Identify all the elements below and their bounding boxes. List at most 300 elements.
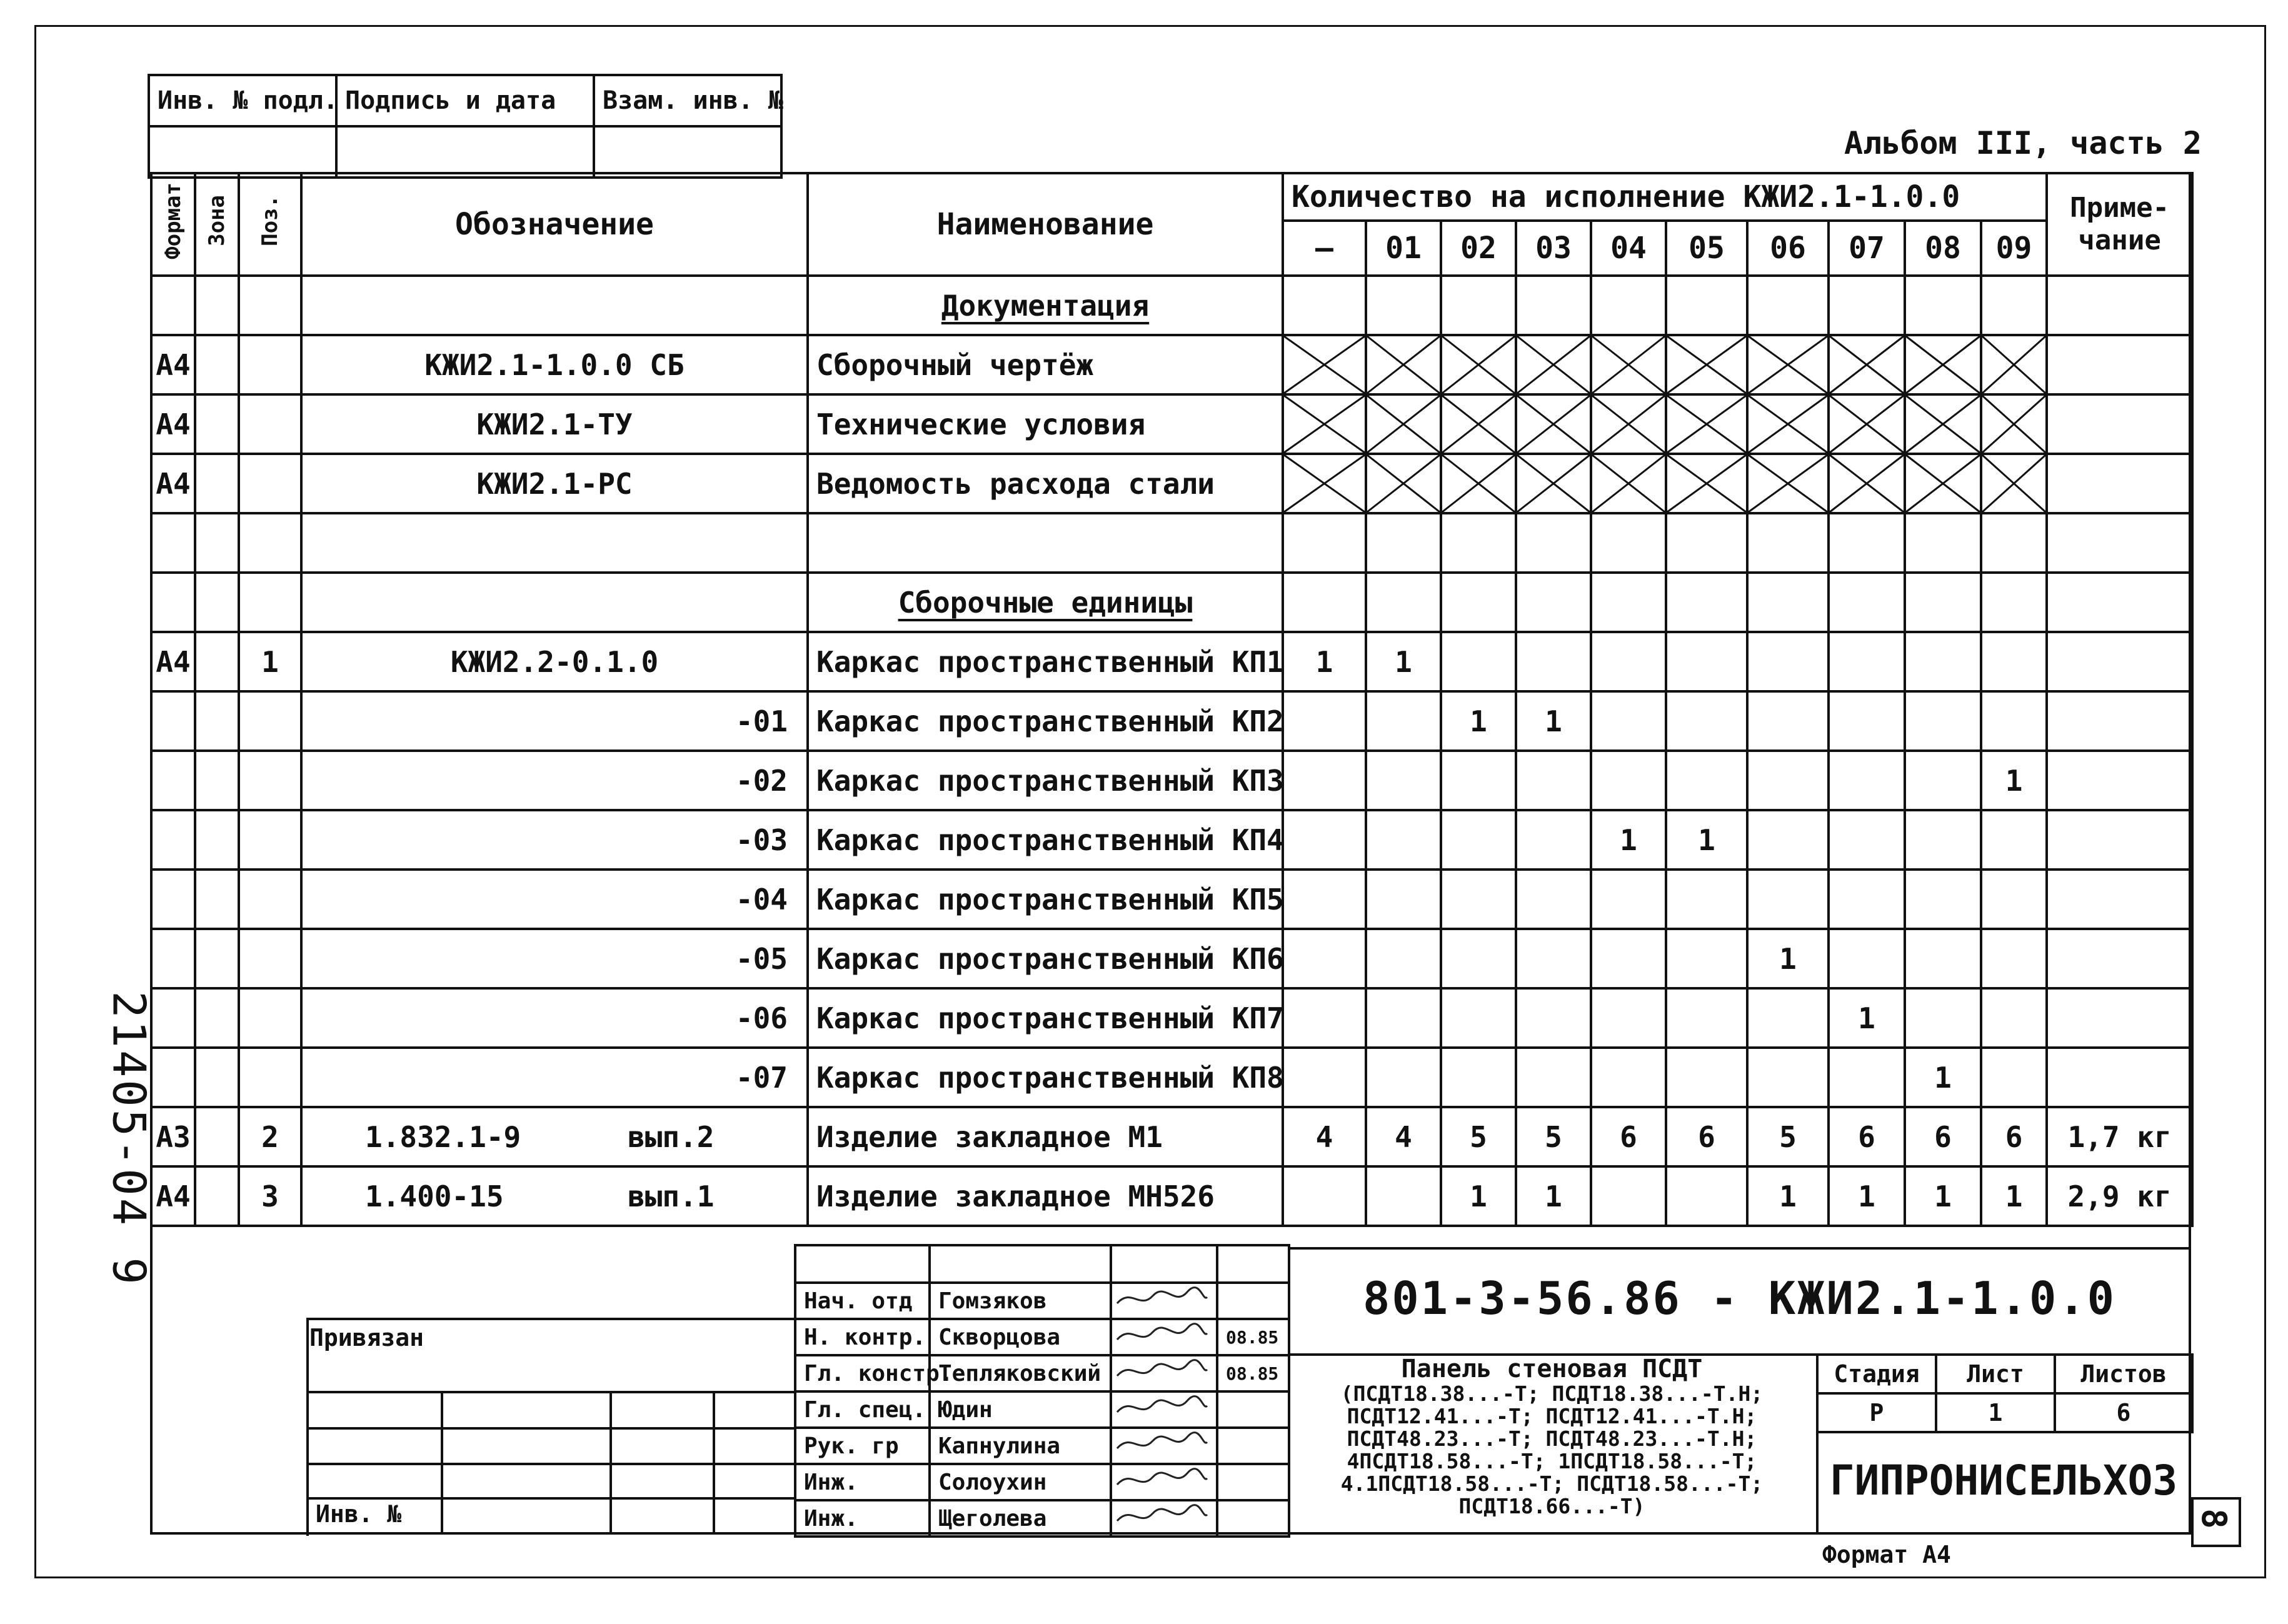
- quantity-cell: [1516, 988, 1591, 1048]
- quantity-cell: [1516, 929, 1591, 988]
- quantity-cell: [1516, 1048, 1591, 1107]
- quantity-cell: [1666, 632, 1747, 691]
- format-label: Формат А4: [1822, 1541, 1951, 1568]
- quantity-cell: [1283, 691, 1366, 751]
- issue-number: вып.2: [628, 1120, 715, 1154]
- quantity-cell: [1829, 810, 1905, 870]
- privyazan-label: Привязан: [309, 1324, 424, 1351]
- cross-mark: [1982, 336, 2045, 393]
- cross-mark: [1906, 336, 1980, 393]
- crossed-cell: [1905, 335, 1981, 394]
- quantity-cell: 6: [1905, 1107, 1981, 1166]
- note-cell: [2047, 810, 2192, 870]
- quantity-cell: [1591, 870, 1666, 929]
- cross-mark: [1830, 455, 1904, 512]
- zone-cell: [195, 751, 239, 810]
- album-label: Альбом III, часть 2: [1844, 125, 2202, 161]
- staff-blank: [795, 1245, 930, 1283]
- empty-cell: [1829, 513, 1905, 573]
- zone-cell: [195, 632, 239, 691]
- quantity-cell: 1: [1905, 1048, 1981, 1107]
- crossed-cell: [1981, 335, 2047, 394]
- empty-cell: [808, 513, 1283, 573]
- quantity-cell: [1666, 988, 1747, 1048]
- staff-role: Инж.: [795, 1464, 930, 1500]
- empty-cell: [239, 276, 301, 335]
- note-cell: [2047, 1048, 2192, 1107]
- crossed-cell: [1516, 394, 1591, 454]
- staff-signature: [1111, 1391, 1217, 1428]
- empty-cell: [1981, 276, 2047, 335]
- quantity-cell: [1666, 691, 1747, 751]
- quantity-cell: [1666, 870, 1747, 929]
- designation-cell: -02: [301, 751, 808, 810]
- empty-cell: [151, 513, 195, 573]
- section-documentation-text: Документация: [941, 288, 1150, 323]
- zone-cell: [195, 1048, 239, 1107]
- empty-cell: [1283, 513, 1366, 573]
- pos-cell: 1: [239, 632, 301, 691]
- header-note: Приме-чание: [2047, 173, 2192, 276]
- quantity-cell: [1441, 929, 1516, 988]
- designation-cell: -04: [301, 870, 808, 929]
- empty-cell: [1591, 276, 1666, 335]
- empty-cell: [301, 276, 808, 335]
- quantity-cell: [1283, 870, 1366, 929]
- note-cell: [2047, 691, 2192, 751]
- header-variant: 03: [1516, 221, 1591, 276]
- staff-signature: [1111, 1319, 1217, 1355]
- empty-cell: [1516, 513, 1591, 573]
- pos-cell: [239, 870, 301, 929]
- zone-cell: [195, 394, 239, 454]
- designation-cell: КЖИ2.1-ТУ: [301, 394, 808, 454]
- stage-label: Стадия: [1817, 1355, 1936, 1393]
- header-zone: Зона: [195, 173, 239, 276]
- format-cell: А4: [151, 632, 195, 691]
- signature-scribble: [1112, 1430, 1212, 1457]
- staff-role: Инж.: [795, 1500, 930, 1536]
- cross-mark: [1367, 455, 1440, 512]
- quantity-cell: [1591, 691, 1666, 751]
- quantity-cell: [1981, 810, 2047, 870]
- signature-date-label: Подпись и дата: [336, 75, 594, 126]
- quantity-cell: [1829, 929, 1905, 988]
- quantity-cell: [1666, 929, 1747, 988]
- quantity-cell: 6: [1666, 1107, 1747, 1166]
- pos-cell: 3: [239, 1166, 301, 1226]
- crossed-cell: [1441, 394, 1516, 454]
- quantity-cell: [1516, 632, 1591, 691]
- note-cell: [2047, 394, 2192, 454]
- designation-cell: КЖИ2.1-РС: [301, 454, 808, 513]
- header-variant: 02: [1441, 221, 1516, 276]
- quantity-cell: 1: [1905, 1166, 1981, 1226]
- name-cell: Каркас пространственный КП8: [808, 1048, 1283, 1107]
- cross-mark: [1982, 455, 2045, 512]
- quantity-cell: [1905, 870, 1981, 929]
- crossed-cell: [1829, 335, 1905, 394]
- header-pos: Поз.: [239, 173, 301, 276]
- cross-mark: [1517, 336, 1590, 393]
- quantity-cell: [1366, 810, 1441, 870]
- zone-cell: [195, 810, 239, 870]
- signature-scribble: [1112, 1321, 1212, 1348]
- quantity-cell: [1747, 810, 1829, 870]
- sheet-title-line: 4ПСДТ18.58...-Т; 1ПСДТ18.58...-Т;: [1347, 1449, 1757, 1473]
- note-cell: [2047, 751, 2192, 810]
- format-cell: А4: [151, 1166, 195, 1226]
- issue-number: вып.1: [628, 1179, 715, 1213]
- designation-cell: -03: [301, 810, 808, 870]
- quantity-cell: 4: [1366, 1107, 1441, 1166]
- pos-cell: [239, 1048, 301, 1107]
- designation-cell: -05: [301, 929, 808, 988]
- quantity-cell: [1366, 1048, 1441, 1107]
- header-quantity: Количество на исполнение КЖИ2.1-1.0.0: [1283, 173, 2047, 221]
- quantity-cell: 5: [1441, 1107, 1516, 1166]
- zone-cell: [195, 988, 239, 1048]
- staff-name: Гомзяков: [930, 1283, 1111, 1319]
- quantity-cell: [1591, 1048, 1666, 1107]
- quantity-cell: [1905, 929, 1981, 988]
- staff-role: Н. контр.: [795, 1319, 930, 1355]
- signature-date-cell: [336, 126, 594, 178]
- cross-mark: [1667, 336, 1746, 393]
- quantity-cell: 1: [1516, 1166, 1591, 1226]
- header-variant: 05: [1666, 221, 1747, 276]
- pos-cell: [239, 751, 301, 810]
- name-cell: Ведомость расхода стали: [808, 454, 1283, 513]
- crossed-cell: [1829, 394, 1905, 454]
- inventory-stamp: [148, 74, 783, 179]
- quantity-cell: 1: [1516, 691, 1591, 751]
- replace-inv-cell: [594, 126, 781, 178]
- cross-mark: [1517, 455, 1590, 512]
- header-variant: 07: [1829, 221, 1905, 276]
- quantity-cell: 1: [1283, 632, 1366, 691]
- quantity-cell: [1981, 632, 2047, 691]
- quantity-cell: 1: [1747, 1166, 1829, 1226]
- empty-cell: [1441, 573, 1516, 632]
- quantity-cell: [1283, 1166, 1366, 1226]
- staff-date: [1217, 1500, 1289, 1536]
- empty-cell: [1366, 276, 1441, 335]
- staff-date: [1217, 1428, 1289, 1464]
- quantity-cell: [1829, 870, 1905, 929]
- cross-mark: [1367, 396, 1440, 453]
- quantity-cell: [1366, 929, 1441, 988]
- staff-role: Рук. гр: [795, 1428, 930, 1464]
- privyazan-grid-lines: [306, 1463, 794, 1465]
- name-cell: Изделие закладное МН526: [808, 1166, 1283, 1226]
- crossed-cell: [1666, 454, 1747, 513]
- quantity-cell: 1: [1366, 632, 1441, 691]
- staff-signature: [1111, 1283, 1217, 1319]
- quantity-cell: [1366, 691, 1441, 751]
- quantity-cell: 1: [1981, 1166, 2047, 1226]
- designation-cell: КЖИ2.2-0.1.0: [301, 632, 808, 691]
- privyazan-grid-lines: [610, 1391, 612, 1533]
- format-cell: [151, 870, 195, 929]
- designation-cell: [301, 1166, 808, 1226]
- empty-cell: [1905, 573, 1981, 632]
- staff-blank: [1111, 1245, 1217, 1283]
- empty-cell: [1666, 276, 1747, 335]
- privyazan-grid-lines: [441, 1391, 443, 1533]
- quantity-cell: [1591, 1166, 1666, 1226]
- quantity-cell: [1981, 870, 2047, 929]
- signature-scribble: [1112, 1466, 1212, 1493]
- empty-cell: [239, 573, 301, 632]
- designation-cell: -06: [301, 988, 808, 1048]
- designation-cell: -01: [301, 691, 808, 751]
- sheets-label: Листов: [2055, 1355, 2192, 1393]
- quantity-cell: [1516, 870, 1591, 929]
- inv-no-label-bottom: Инв. №: [316, 1500, 402, 1528]
- empty-cell: [1905, 513, 1981, 573]
- quantity-cell: [1441, 870, 1516, 929]
- note-cell: [2047, 870, 2192, 929]
- quantity-cell: [1905, 751, 1981, 810]
- sheet-title-line: (ПСДТ18.38...-Т; ПСДТ18.38...-Т.Н;: [1340, 1381, 1764, 1406]
- pos-cell: [239, 335, 301, 394]
- cross-mark: [1749, 396, 1827, 453]
- empty-cell: [1366, 513, 1441, 573]
- cross-mark: [1517, 396, 1590, 453]
- crossed-cell: [1905, 394, 1981, 454]
- sheet-title-line: ПСДТ12.41...-Т; ПСДТ12.41...-Т.Н;: [1347, 1404, 1757, 1428]
- name-cell: Каркас пространственный КП6: [808, 929, 1283, 988]
- quantity-cell: [1829, 751, 1905, 810]
- staff-role: Гл. констр.: [795, 1355, 930, 1391]
- empty-cell: [239, 513, 301, 573]
- quantity-cell: 1: [1829, 1166, 1905, 1226]
- quantity-cell: 1: [1747, 929, 1829, 988]
- crossed-cell: [1366, 335, 1441, 394]
- quantity-cell: [1981, 929, 2047, 988]
- cross-mark: [1749, 455, 1827, 512]
- crossed-cell: [1516, 454, 1591, 513]
- quantity-cell: [1829, 691, 1905, 751]
- zone-cell: [195, 1107, 239, 1166]
- cross-mark: [1830, 336, 1904, 393]
- quantity-cell: 4: [1283, 1107, 1366, 1166]
- header-name: Наименование: [808, 173, 1283, 276]
- pos-cell: [239, 929, 301, 988]
- quantity-cell: [1441, 810, 1516, 870]
- cross-mark: [1592, 455, 1665, 512]
- crossed-cell: [1747, 454, 1829, 513]
- quantity-cell: [1747, 988, 1829, 1048]
- staff-role: Гл. спец.: [795, 1391, 930, 1428]
- empty-cell: [1591, 573, 1666, 632]
- quantity-cell: 6: [1981, 1107, 2047, 1166]
- crossed-cell: [1283, 394, 1366, 454]
- staff-date: 08.85: [1217, 1355, 1289, 1391]
- quantity-cell: [1666, 1166, 1747, 1226]
- note-cell: [2047, 335, 2192, 394]
- quantity-cell: 1: [1829, 988, 1905, 1048]
- empty-cell: [1441, 513, 1516, 573]
- cross-mark: [1667, 455, 1746, 512]
- cross-mark: [1830, 396, 1904, 453]
- format-cell: А4: [151, 394, 195, 454]
- quantity-cell: [1905, 988, 1981, 1048]
- sheet-title-line: ПСДТ48.23...-Т; ПСДТ48.23...-Т.Н;: [1347, 1426, 1757, 1451]
- crossed-cell: [1666, 394, 1747, 454]
- quantity-cell: [1366, 988, 1441, 1048]
- quantity-cell: [1366, 1166, 1441, 1226]
- format-cell: А4: [151, 335, 195, 394]
- replace-inv-label: Взам. инв. №: [594, 75, 781, 126]
- format-cell: [151, 810, 195, 870]
- quantity-cell: [1441, 1048, 1516, 1107]
- section-assemblies: [808, 573, 1283, 632]
- quantity-cell: [1591, 632, 1666, 691]
- staff-name: Солоухин: [930, 1464, 1111, 1500]
- document-code: 801-3-56.86 - КЖИ2.1-1.0.0: [1362, 1272, 2117, 1325]
- designation-cell: -07: [301, 1048, 808, 1107]
- quantity-cell: [1441, 632, 1516, 691]
- crossed-cell: [1516, 335, 1591, 394]
- empty-cell: [1366, 573, 1441, 632]
- inv-no-label: Инв. № подл.: [149, 75, 336, 126]
- staff-date: 08.85: [1217, 1319, 1289, 1355]
- quantity-cell: [1747, 751, 1829, 810]
- name-cell: Технические условия: [808, 394, 1283, 454]
- header-variant: —: [1283, 221, 1366, 276]
- quantity-cell: 1: [1441, 691, 1516, 751]
- quantity-cell: [1981, 988, 2047, 1048]
- quantity-cell: 1: [1666, 810, 1747, 870]
- quantity-cell: [1591, 988, 1666, 1048]
- empty-cell: [1747, 573, 1829, 632]
- empty-cell: [2047, 573, 2192, 632]
- cross-mark: [1592, 396, 1665, 453]
- cross-mark: [1906, 396, 1980, 453]
- staff-date: [1217, 1391, 1289, 1428]
- quantity-cell: [1283, 751, 1366, 810]
- header-format: Формат: [151, 173, 195, 276]
- privyazan-grid-lines: [306, 1391, 794, 1393]
- signature-scribble: [1112, 1502, 1212, 1530]
- zone-cell: [195, 335, 239, 394]
- crossed-cell: [1591, 335, 1666, 394]
- format-cell: [151, 751, 195, 810]
- quantity-cell: 5: [1747, 1107, 1829, 1166]
- crossed-cell: [1666, 335, 1747, 394]
- empty-cell: [1747, 513, 1829, 573]
- empty-cell: [1516, 276, 1591, 335]
- note-cell: 2,9 кг: [2047, 1166, 2192, 1226]
- crossed-cell: [1905, 454, 1981, 513]
- note-cell: [2047, 454, 2192, 513]
- name-cell: Каркас пространственный КП1: [808, 632, 1283, 691]
- quantity-cell: [1829, 632, 1905, 691]
- staff-name: Скворцова: [930, 1319, 1111, 1355]
- staff-signature: [1111, 1500, 1217, 1536]
- empty-cell: [1981, 513, 2047, 573]
- zone-cell: [195, 691, 239, 751]
- quantity-cell: [1516, 751, 1591, 810]
- empty-cell: [195, 573, 239, 632]
- cross-mark: [1442, 396, 1515, 453]
- staff-role: Нач. отд: [795, 1283, 930, 1319]
- header-variant: 01: [1366, 221, 1441, 276]
- empty-cell: [1905, 276, 1981, 335]
- cross-mark: [1284, 396, 1365, 453]
- sheet-title-line: ПСДТ18.66...-Т): [1458, 1494, 1645, 1518]
- quantity-cell: 1: [1441, 1166, 1516, 1226]
- stage-value: Р: [1817, 1393, 1936, 1432]
- quantity-cell: [1516, 810, 1591, 870]
- name-cell: Сборочный чертёж: [808, 335, 1283, 394]
- empty-cell: [195, 276, 239, 335]
- empty-cell: [1666, 513, 1747, 573]
- quantity-cell: [1283, 988, 1366, 1048]
- side-stamp: 21405-04 9: [103, 991, 156, 1287]
- staff-blank: [930, 1245, 1111, 1283]
- staff-name: Тепляковский: [930, 1355, 1111, 1391]
- signature-scribble: [1112, 1357, 1212, 1385]
- staff-name: Капнулина: [930, 1428, 1111, 1464]
- empty-cell: [1283, 573, 1366, 632]
- signature-scribble: [1112, 1393, 1212, 1421]
- quantity-cell: [1747, 632, 1829, 691]
- crossed-cell: [1591, 394, 1666, 454]
- quantity-cell: 1: [1591, 810, 1666, 870]
- empty-cell: [1666, 573, 1747, 632]
- cross-mark: [1592, 336, 1665, 393]
- empty-cell: [2047, 513, 2192, 573]
- pos-cell: [239, 810, 301, 870]
- note-cell: [2047, 988, 2192, 1048]
- specification-table: [150, 172, 2194, 1227]
- privyazan-grid-lines: [306, 1427, 794, 1430]
- cross-mark: [1284, 455, 1365, 512]
- empty-cell: [1283, 276, 1366, 335]
- quantity-cell: [1829, 1048, 1905, 1107]
- format-cell: [151, 691, 195, 751]
- staff-signature: [1111, 1428, 1217, 1464]
- crossed-cell: [1981, 454, 2047, 513]
- name-cell: Каркас пространственный КП3: [808, 751, 1283, 810]
- sheets-value: 6: [2055, 1393, 2192, 1432]
- quantity-cell: [1366, 870, 1441, 929]
- designation-code: 1.832.1-9: [365, 1120, 521, 1154]
- crossed-cell: [1366, 394, 1441, 454]
- cross-mark: [1442, 455, 1515, 512]
- empty-cell: [1591, 513, 1666, 573]
- privyazan-grid-lines: [713, 1391, 715, 1533]
- empty-cell: [1516, 573, 1591, 632]
- quantity-cell: [1981, 691, 2047, 751]
- format-cell: А3: [151, 1107, 195, 1166]
- staff-date: [1217, 1283, 1289, 1319]
- empty-cell: [301, 513, 808, 573]
- name-cell: Каркас пространственный КП4: [808, 810, 1283, 870]
- quantity-cell: [1666, 1048, 1747, 1107]
- name-cell: Каркас пространственный КП2: [808, 691, 1283, 751]
- note-cell: [2047, 929, 2192, 988]
- quantity-cell: [1366, 751, 1441, 810]
- name-cell: Изделие закладное М1: [808, 1107, 1283, 1166]
- cross-mark: [1749, 336, 1827, 393]
- zone-cell: [195, 454, 239, 513]
- designation-cell: КЖИ2.1-1.0.0 СБ: [301, 335, 808, 394]
- format-cell: А4: [151, 454, 195, 513]
